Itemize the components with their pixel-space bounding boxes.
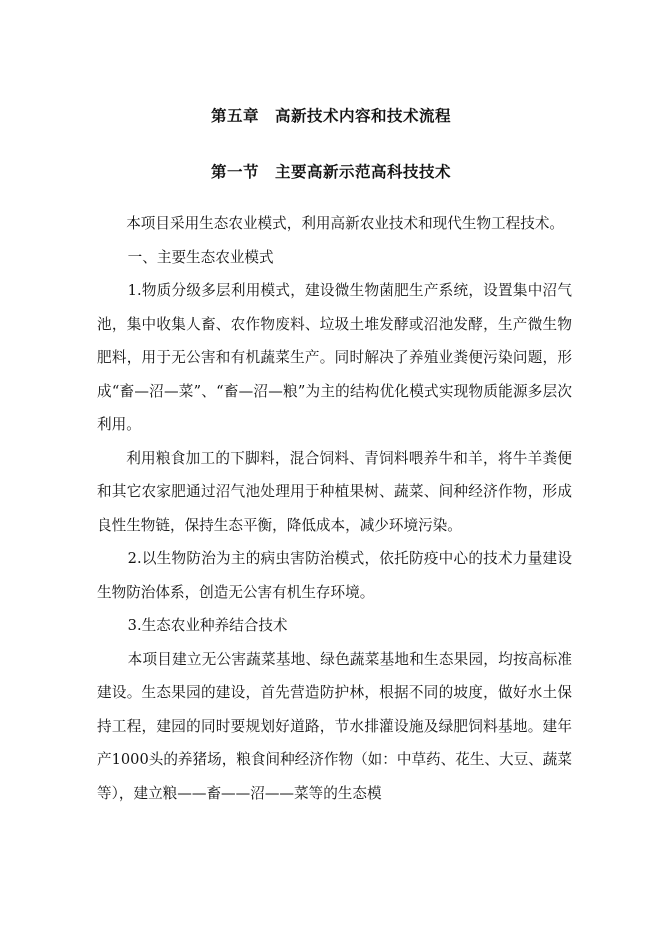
intro-paragraph: 本项目采用生态农业模式，利用高新农业技术和现代生物工程技术。 bbox=[126, 215, 565, 232]
paragraph-base-construction: 本项目建立无公害蔬菜基地、绿色蔬菜基地和生态果园，均按高标准建设。生态果园的建设，首先营造防护林，根据不同的坡度，做好水土保持工程，建园的同时要规划好道路，节水排灌设施及绿肥饲料基地。建年产1000头的养猪场，粮食间种经济作物（如：中草药、花生、大豆、蔬菜等），建立粮——畜——沼——菜等的生态模 bbox=[97, 650, 572, 802]
chapter-title: 第五章 高新技术内容和技术流程 bbox=[210, 106, 451, 125]
subheading-eco-modes: 一、主要生态农业模式 bbox=[127, 248, 274, 266]
paragraph-feed-byproducts: 利用粮食加工的下脚料，混合饲料、青饲料喂养牛和羊，将牛羊粪便和其它农家肥通过沼气池处理用于种植果树、蔬菜、间种经济作物，形成良性生物链，保持生态平衡，降低成本，减少环境污染。 bbox=[97, 449, 572, 534]
paragraph-multilayer-mode: 1.物质分级多层利用模式，建设微生物菌肥生产系统，设置集中沼气池，集中收集人畜、农作物废料、垃圾土堆发酵或沼池发酵，生产微生物肥料，用于无公害和有机蔬菜生产。同时解决了养殖业粪便污染问题，形成“畜—沼—菜”、“畜—沼—粮”为主的结构优化模式实现物质能源多层次利用。 bbox=[97, 282, 572, 433]
paragraph-biocontrol-mode: 2.以生物防治为主的病虫害防治模式，依托防疫中心的技术力量建设生物防治体系，创造无公害有机生存环境。 bbox=[97, 550, 572, 601]
subheading-planting-breeding: 3.生态农业种养结合技术 bbox=[127, 617, 288, 634]
document-body bbox=[97, 207, 572, 810]
section-title: 第一节 主要高新示范高科技技术 bbox=[210, 162, 451, 181]
